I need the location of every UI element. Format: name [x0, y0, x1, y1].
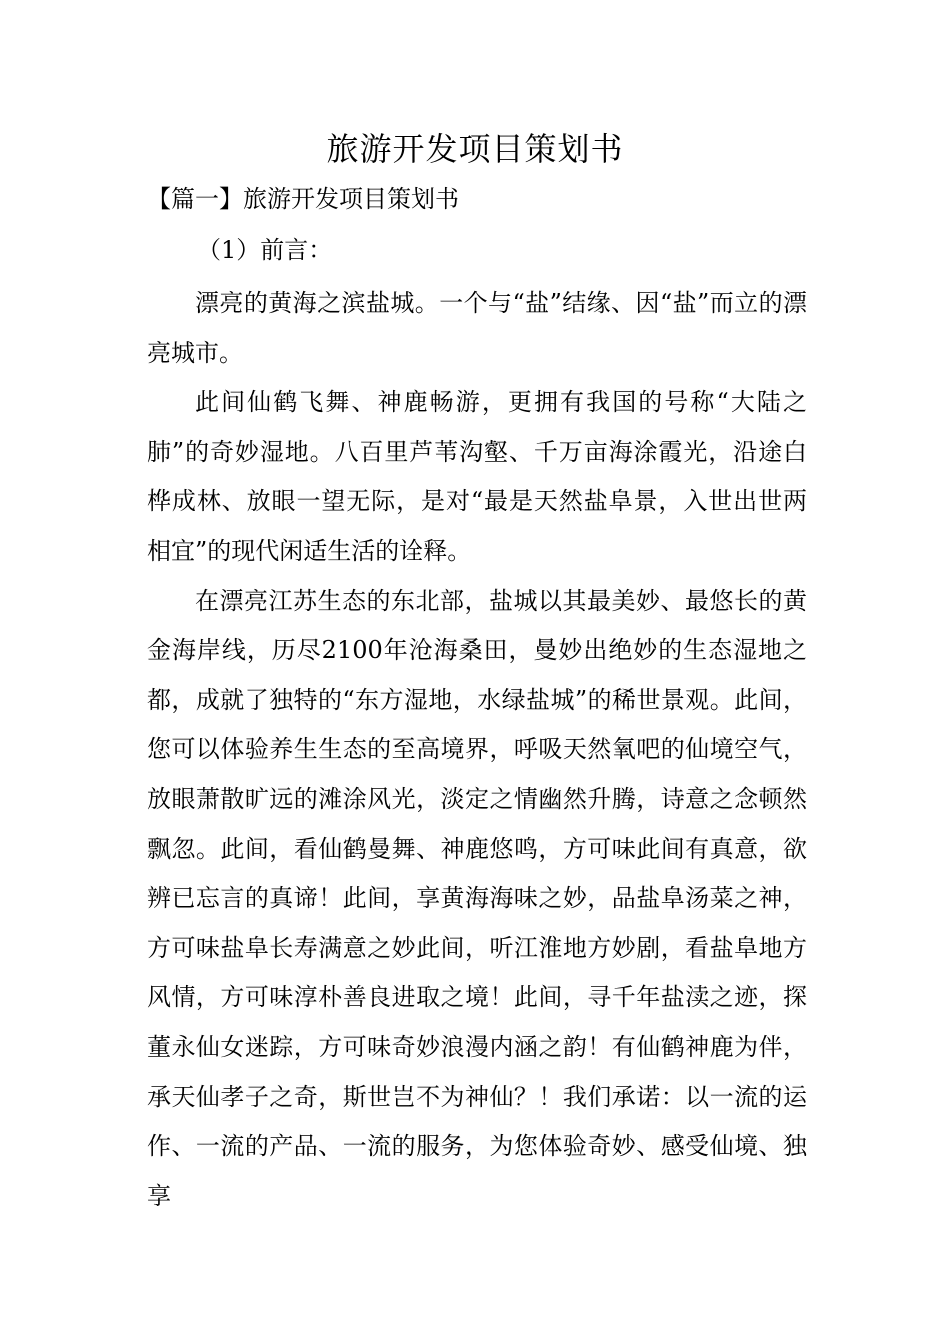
paragraph-wetland: 此间仙鹤飞舞、神鹿畅游，更拥有我国的号称“大陆之肺”的奇妙湿地。八百里芦苇沟壑、千万亩海涂霞光，沿途白桦成林、放眼一望无际，是对“最是天然盐阜景，入世出世两相宜”的现代闲适生活的诠释。	[147, 388, 807, 565]
paragraph-coastline: 在漂亮江苏生态的东北部，盐城以其最美妙、最悠长的黄金海岸线，历尽2100年沧海桑田，曼妙出绝妙的生态湿地之都，成就了独特的“东方湿地，水绿盐城”的稀世景观。此间，您可以体验养生生态的至高境界，呼吸天然氧吧的仙境空气，放眼萧散旷远的滩涂风光，淡定之情幽然升腾，诗意之念顿然飘忽。此间，看仙鹤曼舞、神鹿悠鸣，方可味此间有真意，欲辨已忘言的真谛！此间，享黄海海味之妙，品盐阜汤菜之神，方可味盐阜长寿满意之妙此间，听江淮地方妙剧，看盐阜地方风情，方可味淳朴善良进取之境！此间，寻千年盐渎之迹，探董永仙女迷踪，方可味奇妙浪漫内涵之韵！有仙鹤神鹿为伴，承天仙孝子之奇，斯世岂不为神仙？！我们承诺：以一流的运作、一流的产品、一流的服务，为您体验奇妙、感受仙境、独享	[147, 586, 807, 1210]
paragraph-intro: 漂亮的黄海之滨盐城。一个与“盐”结缘、因“盐”而立的漂亮城市。	[147, 289, 807, 367]
section-heading: （1）前言：	[197, 236, 333, 264]
document-title: 旅游开发项目策划书	[326, 130, 624, 168]
document-body	[147, 279, 807, 1221]
document-subtitle: 【篇一】旅游开发项目策划书	[147, 185, 459, 213]
